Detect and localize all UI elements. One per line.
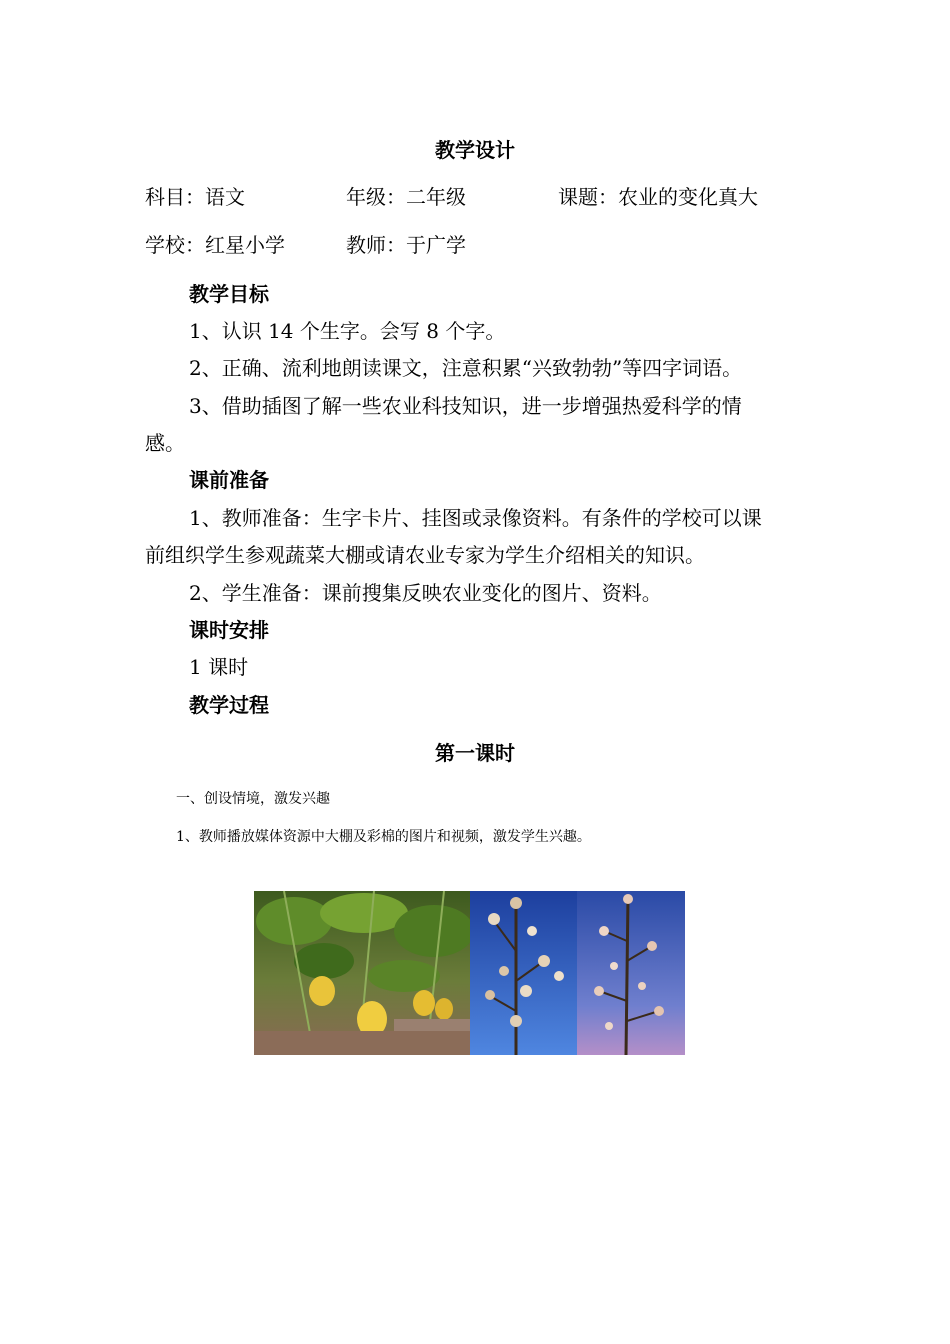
lesson-title: 第一课时 [435, 741, 515, 765]
goal-item-2: 2、正确、流利地朗读课文，注意积累“兴致勃勃”等四字词语。 [189, 356, 743, 380]
prep-item-1-cont: 前组织学生参观蔬菜大棚或请农业专家为学生介绍相关的知识。 [145, 543, 705, 567]
step-1: 一、创设情境，激发兴趣 [176, 791, 330, 807]
greenhouse-melon-photo [254, 891, 474, 1055]
goal-item-1: 1、认识 14 个生字。会写 8 个字。 [189, 319, 506, 343]
colored-cotton-photo-1 [470, 891, 577, 1055]
photo-strip [254, 891, 685, 1055]
goal-item-3: 3、借助插图了解一些农业科技知识，进一步增强热爱科学的情 [189, 394, 742, 418]
schedule-text: 1 课时 [189, 655, 249, 679]
process-heading: 教学过程 [189, 693, 269, 717]
teacher-field: 教师：于广学 [346, 233, 466, 257]
topic-field: 课题：农业的变化真大 [558, 185, 758, 209]
prep-heading: 课前准备 [189, 468, 269, 492]
step-1-item-1: 1、教师播放媒体资源中大棚及彩棉的图片和视频，激发学生兴趣。 [176, 829, 591, 845]
page-title: 教学设计 [435, 138, 515, 162]
prep-item-2: 2、学生准备：课前搜集反映农业变化的图片、资料。 [189, 581, 662, 605]
subject-field: 科目：语文 [145, 185, 245, 209]
grade-field: 年级：二年级 [346, 185, 466, 209]
schedule-heading: 课时安排 [189, 618, 269, 642]
prep-item-1: 1、教师准备：生字卡片、挂图或录像资料。有条件的学校可以课 [189, 506, 762, 530]
goal-item-3-cont: 感。 [145, 431, 185, 455]
colored-cotton-photo-2 [577, 891, 685, 1055]
school-field: 学校：红星小学 [145, 233, 285, 257]
goals-heading: 教学目标 [189, 282, 269, 306]
